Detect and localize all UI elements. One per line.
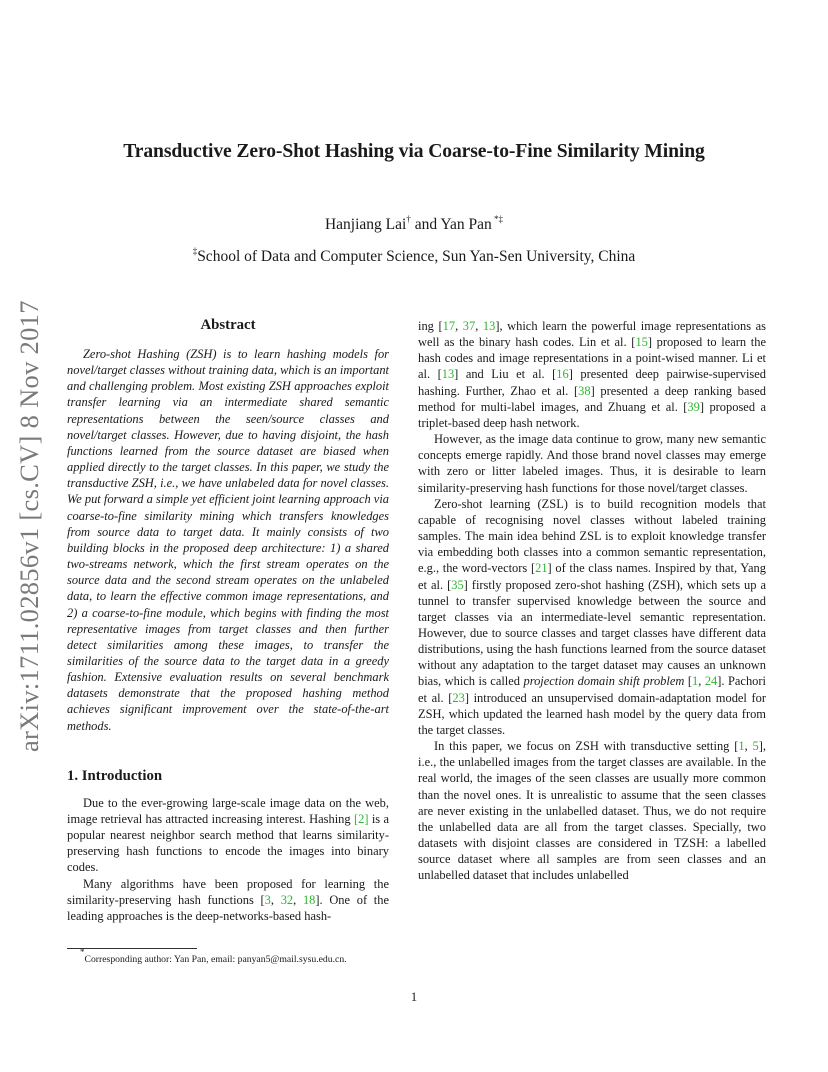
author-name: Yan Pan <box>440 216 492 233</box>
citation-link[interactable]: 35 <box>451 577 464 592</box>
footnote <box>80 947 347 965</box>
paragraph-text: ] proposed to learn the hash codes and image representations in a point-wised manner. Li et al. [ <box>418 335 766 382</box>
citation-link[interactable]: 1 <box>738 739 745 754</box>
paragraph-text: ], i.e., the unlabelled images from the target classes are available. In the real world, the images of the seen classes are usually more common than the novel ones. It is unrealistic to assume that the seen classes are never existing in the unlabelled dataset. Thus, we do not require the unlabelled data are all from the target classes. Specially, two datasets with disjoint classes are considered in TZSH: a labelled source dataset where all samples are from seen classes and an unlabelled dataset that includes unlabelled <box>418 739 767 883</box>
citation-link[interactable]: 18 <box>302 892 316 907</box>
paragraph-text: ing [ <box>418 319 443 333</box>
paragraph-text: ] of the class names. Inspired by that, Yang et al. [ <box>418 561 766 592</box>
citation-link[interactable]: 17 <box>442 319 456 333</box>
citation-link[interactable]: 38 <box>578 383 591 398</box>
page-number: 1 <box>410 990 418 1004</box>
paper-title: Transductive Zero-Shot Hashing via Coarse-to-Fine Similarity Mining <box>123 141 705 162</box>
intro-paragraph <box>67 795 389 876</box>
paragraph-text: Many algorithms have been proposed for learning the similarity-preserving hash functions [ <box>67 876 389 907</box>
intro-paragraph: Many algorithms have been proposed for learning the similarity-preserving hash functions [3, 32, 18]. One of the leading approaches is the deep-networks-based hash- <box>67 876 390 923</box>
citation-link[interactable]: 21 <box>535 561 548 576</box>
citation-link[interactable]: 1 <box>691 674 699 689</box>
citation-link[interactable]: 15 <box>635 335 648 350</box>
citation-link[interactable]: 13 <box>441 367 455 382</box>
citation-link[interactable]: 5 <box>752 739 759 754</box>
body-paragraph: ing [17, 37, 13], which learn the powerful image representations as well as the binary hash codes. Lin et al. [15] proposed to learn the hash codes and image representations in a point-wised manner. Li et al. [13] and Liu et al. [16] presented deep pairwise-supervised hashing. Further, Zhao et al. [38] presented a deep ranking based method for multi-label images, and Zhuang et al. [39] proposed a triplet-based deep hash network. <box>418 319 767 430</box>
footnote-divider <box>67 948 197 949</box>
emphasized-term: projection domain shift problem <box>523 674 685 689</box>
footnote-text: Corresponding author: Yan Pan, email: panyan5@mail.sysu.edu.cn. <box>84 954 347 965</box>
citation-link[interactable]: 3 <box>264 892 271 907</box>
paragraph-text: ] presented a deep ranking based method for multi-label images, and Zhuang et al. [ <box>418 383 766 414</box>
author-line <box>0 216 828 234</box>
abstract-body: Zero-shot Hashing (ZSH) is to learn hashing models for novel/target classes without training data, which is an important and challenging problem. Most existing ZSH approaches exploit transfer learning via an intermediate shared semantic representations between the seen/source classes and novel/target classes. However, due to having disjoint, the hash functions learned from the source dataset are biased when applied directly to the target classes. In this paper, we study the transductive ZSH, i.e., we have unlabeled data for novel classes. We put forward a simple yet efficient joint learning approach via coarse-to-fine similarity mining which transfers knowledges from source data to target data. It mainly consists of two building blocks in the proposed deep architecture: 1) a shared two-streams network, which the first stream operates on the source data and the second stream operates on the unlabeled data, to learn the effective common image representations, and 2) a coarse-to-fine module, which begins with finding the most representative images from target classes and then further detect similarities among these images, to transfer the similarities of the source data to the target data in a greedy fashion. Extensive evaluation results on several benchmark datasets demonstrate that the proposed hashing method achieves significant improvement over the state-of-the-art methods. <box>67 347 389 733</box>
affiliation-line <box>0 248 828 266</box>
citation-link[interactable]: 39 <box>687 399 700 414</box>
citation-link[interactable]: 32 <box>280 892 294 907</box>
author-conjunction: and <box>410 216 441 233</box>
paragraph-text: ] presented deep pairwise-supervised hashing. Further, Zhao et al. [ <box>418 367 766 398</box>
author-name: Hanjiang Lai <box>324 216 407 233</box>
citation-link[interactable]: 23 <box>452 690 465 705</box>
citation-link[interactable]: 13 <box>482 319 496 333</box>
body-paragraph: In this paper, we focus on ZSH with transductive setting [1, 5], i.e., the unlabelled images from the target classes are available. In the real world, the images of the seen classes are usually more common than the novel ones. It is unrealistic to assume that the seen classes are never existing in the unlabelled dataset. Thus, we do not require the unlabelled data are all from the target classes. Specially, two datasets with disjoint classes are considered in TZSH: a labelled source dataset where all samples are from seen classes and an unlabelled dataset that includes unlabelled <box>418 739 767 883</box>
abstract-heading: Abstract <box>200 317 256 333</box>
paragraph-text: is a popular nearest neighbor search method that learns similarity-preserving hash functions to encode the images into binary codes. <box>67 811 389 875</box>
paragraph-text: ] firstly proposed zero-shot hashing (ZSH), which sets up a tunnel to transfer supervised knowledge between the source and target classes via an intermediate-level semantic representation. However, due to source classes and target classes have different data distributions, using the hash functions learned from the source dataset without any adaptation to the target dataset may causes an unknown bias, which is called <box>418 577 766 689</box>
paragraph-text: ], which learn the powerful image representations as well as the binary hash codes. Lin et al. [ <box>418 319 766 350</box>
citation-link[interactable]: [2] <box>353 811 369 826</box>
paragraph-text: ]. One of the leading approaches is the deep-networks-based hash- <box>67 892 390 923</box>
left-column <box>67 316 389 924</box>
citation-link[interactable]: 24 <box>704 674 718 689</box>
affiliation-text: School of Data and Computer Science, Sun Yan-Sen University, China <box>197 248 636 265</box>
affiliation-mark: ‡ <box>192 246 198 256</box>
affiliation-mark: † <box>406 214 411 224</box>
citation-link[interactable]: 16 <box>556 367 569 382</box>
paragraph-text: Due to the ever-growing large-scale image data on the web, image retrieval has attracted increasing interest. Hashing <box>67 795 389 826</box>
footnote-mark: * <box>80 947 85 957</box>
right-column <box>418 318 766 883</box>
affiliation-mark: *‡ <box>491 214 504 224</box>
paragraph-text: In this paper, we focus on ZSH with transductive setting [ <box>434 739 739 754</box>
citation-link[interactable]: 37 <box>462 319 476 333</box>
paragraph-text: ]. Pachori et al. [ <box>418 674 766 705</box>
paragraph-text: [ <box>684 674 692 689</box>
arxiv-identifier-stamp: arXiv:1711.02856v1 [cs.CV] 8 Nov 2017 <box>14 300 44 752</box>
body-paragraph: However, as the image data continue to grow, many new semantic concepts emerge rapidly. And those brand novel classes may emerge with zero or litter labeled images. Thus, it is desirable to learn similarity-preserving hash functions for those novel/target classes. <box>418 432 766 495</box>
introduction-heading: 1. Introduction <box>67 767 163 784</box>
body-paragraph: Zero-shot learning (ZSL) is to build recognition models that capable of recognising novel classes without labeled training samples. The main idea behind ZSL is to exploit knowledge transfer via embedding both classes into a common semantic representation, e.g., the word-vectors [21] of the class names. Inspired by that, Yang et al. [35] firstly proposed zero-shot hashing (ZSH), which sets up a tunnel to transfer supervised knowledge between the source and target classes via an intermediate-level semantic representation. However, due to source classes and target classes have different data distributions, using the hash functions learned from the source dataset without any adaptation to the target dataset may causes an unknown bias, which is called projection domain shift problem [1, 24]. Pachori et al. [23] introduced an unsupervised domain-adaptation model for ZSH, which updated the learned hash model by the query data from the target classes. <box>418 496 766 737</box>
paragraph-text: Zero-shot learning (ZSL) is to build recognition models that capable of recognising novel classes without labeled training samples. The main idea behind ZSL is to exploit knowledge transfer via embedding both classes into a common semantic representation, e.g., the word-vectors [ <box>418 496 766 576</box>
paragraph-text: ] introduced an unsupervised domain-adaptation model for ZSH, which updated the learned hash model by the query data from the target classes. <box>418 690 766 737</box>
paragraph-text: ] proposed a triplet-based deep hash network. <box>418 399 767 430</box>
paragraph-text: ] and Liu et al. [ <box>454 367 557 382</box>
